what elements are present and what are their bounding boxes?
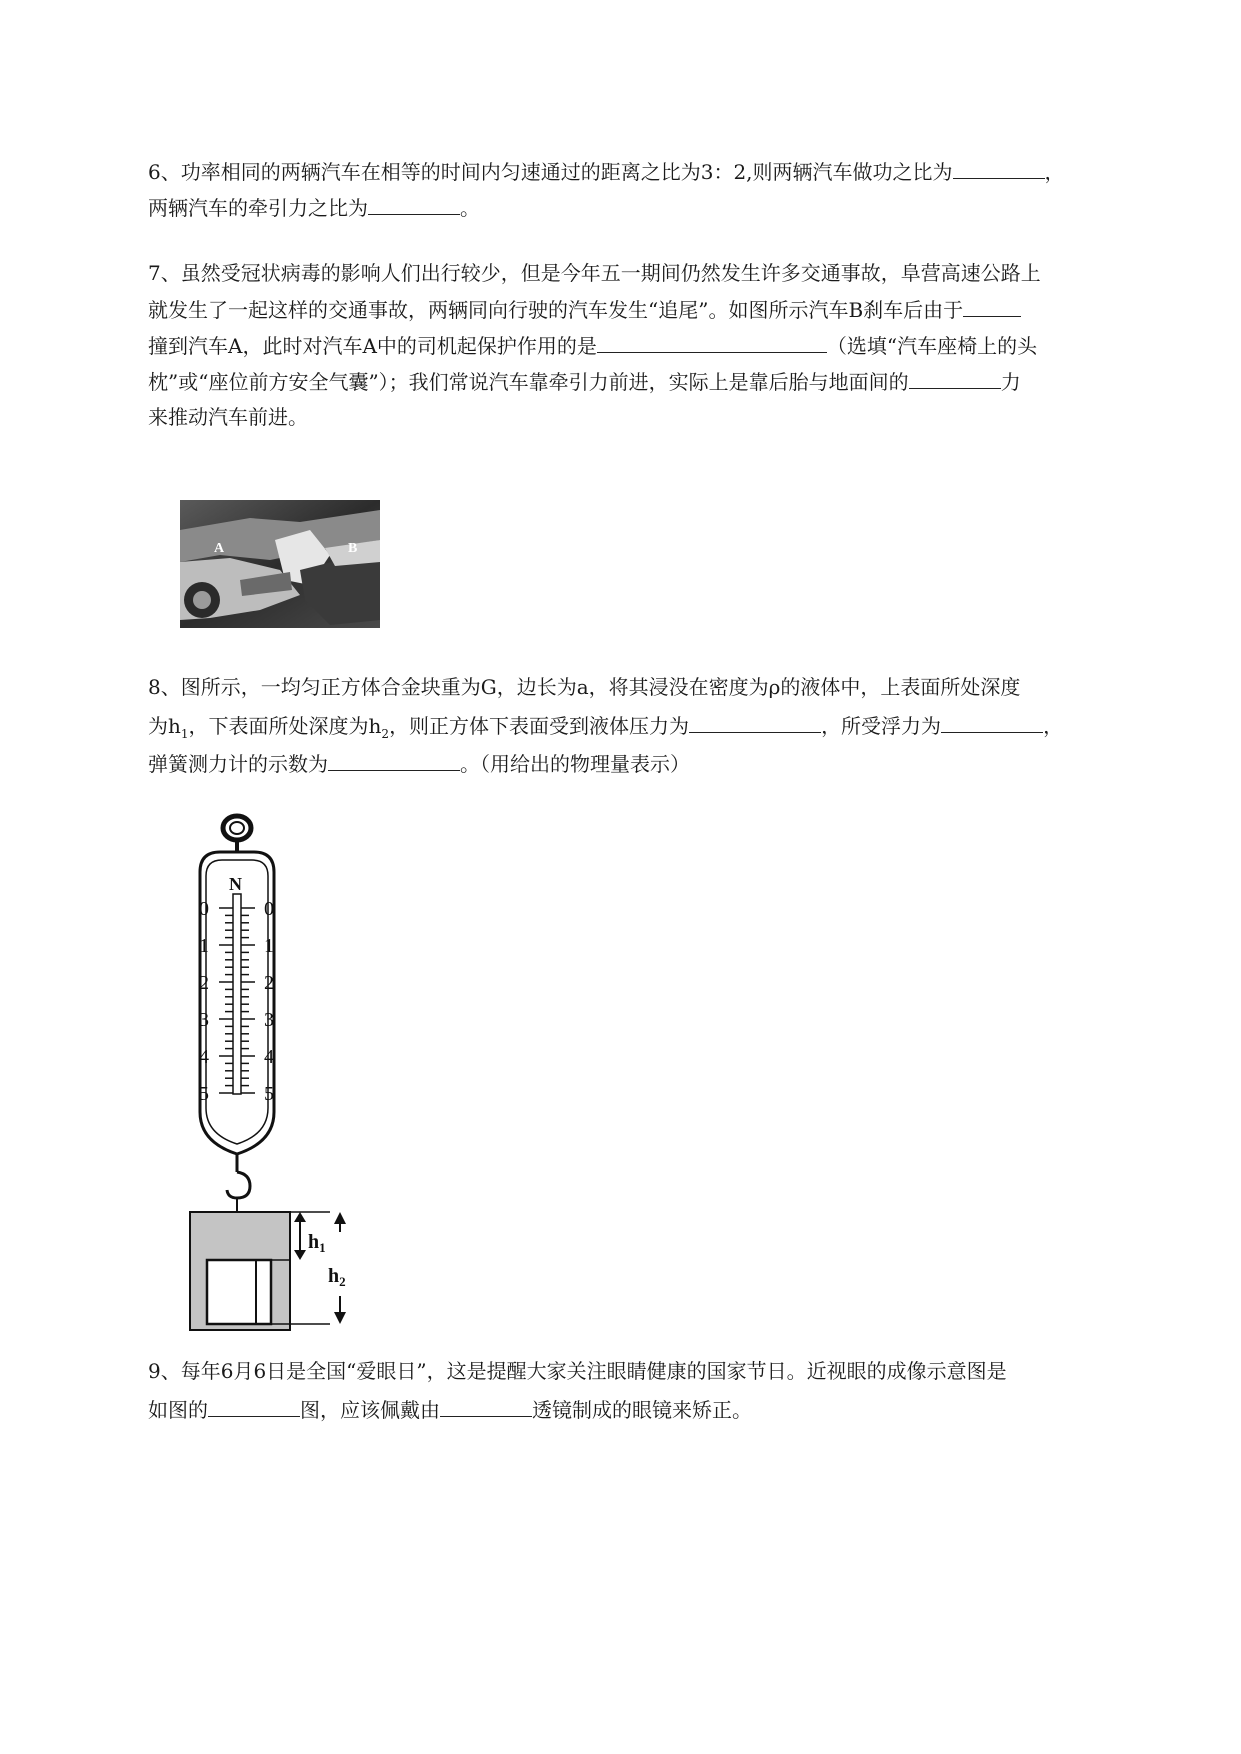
q8-blank-pressure-force[interactable] xyxy=(689,710,821,733)
q8-line-1: 8、图所示，一均匀正方体合金块重为G，边长为a，将其浸没在密度为ρ的液体中，上表面所处深度 xyxy=(148,675,1021,699)
q6-blank-work-ratio[interactable] xyxy=(953,156,1045,179)
q6-blank-force-ratio[interactable] xyxy=(368,192,460,215)
q7-line-4: 枕”或“座位前方安全气囊”）；我们常说汽车靠牵引力前进，实际上是靠后胎与地面间的 力 xyxy=(148,366,1021,396)
car-collision-photo xyxy=(180,500,380,628)
scale-left-5: 5 xyxy=(199,1083,209,1105)
q7-blank-friction[interactable] xyxy=(909,366,1001,389)
q8-blank-buoyancy[interactable] xyxy=(941,710,1043,733)
scale-left-1: 1 xyxy=(199,935,209,957)
h2-label: $h_2$ xyxy=(328,1265,346,1289)
scale-right-5: 5 xyxy=(264,1083,274,1105)
q7-line-3: 撞到汽车A，此时对汽车A中的司机起保护作用的是 （选填“汽车座椅上的头 xyxy=(148,330,1037,360)
scale-right-2: 2 xyxy=(264,972,274,994)
scale-right-3: 3 xyxy=(264,1009,274,1031)
q7-line-1: 7、虽然受冠状病毒的影响人们出行较少，但是今年五一期间仍然发生许多交通事故，阜营高速公路上 xyxy=(148,261,1041,285)
q7-blank-protection[interactable] xyxy=(597,330,827,353)
q9-line-2: 如图的 图，应该佩戴由 透镜制成的眼镜来矫正。 xyxy=(148,1394,752,1424)
q7-blank-inertia[interactable] xyxy=(963,294,1021,317)
car-collision-image xyxy=(180,500,380,628)
scale-unit-label: N xyxy=(229,874,242,894)
q7-line-5: 来推动汽车前进。 xyxy=(148,405,308,429)
q6-line-1: 6、功率相同的两辆汽车在相等的时间内匀速通过的距离之比为3：2,则两辆汽车做功之比为 ， xyxy=(148,156,1065,186)
q9-blank-lens[interactable] xyxy=(440,1394,532,1417)
q8-blank-scale-reading[interactable] xyxy=(328,748,460,771)
scale-right-4: 4 xyxy=(264,1046,274,1068)
scale-left-0: 0 xyxy=(199,898,209,920)
car-a-label: A xyxy=(214,541,225,556)
q9-line-1: 9、每年6月6日是全国“爱眼日”，这是提醒大家关注眼睛健康的国家节日。近视眼的成像示意图是 xyxy=(148,1359,1007,1383)
q7-line-2: 就发生了一起这样的交通事故，两辆同向行驶的汽车发生“追尾”。如图所示汽车B刹车后由于 xyxy=(148,294,1021,324)
scale-right-1: 1 xyxy=(264,935,274,957)
scale-left-4: 4 xyxy=(199,1046,209,1068)
spring-scale-diagram xyxy=(180,812,400,1332)
car-b-label: B xyxy=(348,541,358,556)
q9-blank-figure[interactable] xyxy=(208,1394,300,1417)
q8-line-3: 弹簧测力计的示数为 。（用给出的物理量表示） xyxy=(148,748,690,778)
scale-left-3: 3 xyxy=(199,1009,209,1031)
scale-left-2: 2 xyxy=(199,972,209,994)
scale-right-0: 0 xyxy=(264,898,274,920)
q6-line-2: 两辆汽车的牵引力之比为 。 xyxy=(148,192,480,222)
spring-scale-figure xyxy=(180,812,400,1332)
q8-line-2: 为$h_1$，下表面所处深度为$h_2$，则正方体下表面受到液体压力为 ，所受浮力为 ， xyxy=(148,710,1063,740)
h1-label: $h_1$ xyxy=(308,1231,326,1255)
